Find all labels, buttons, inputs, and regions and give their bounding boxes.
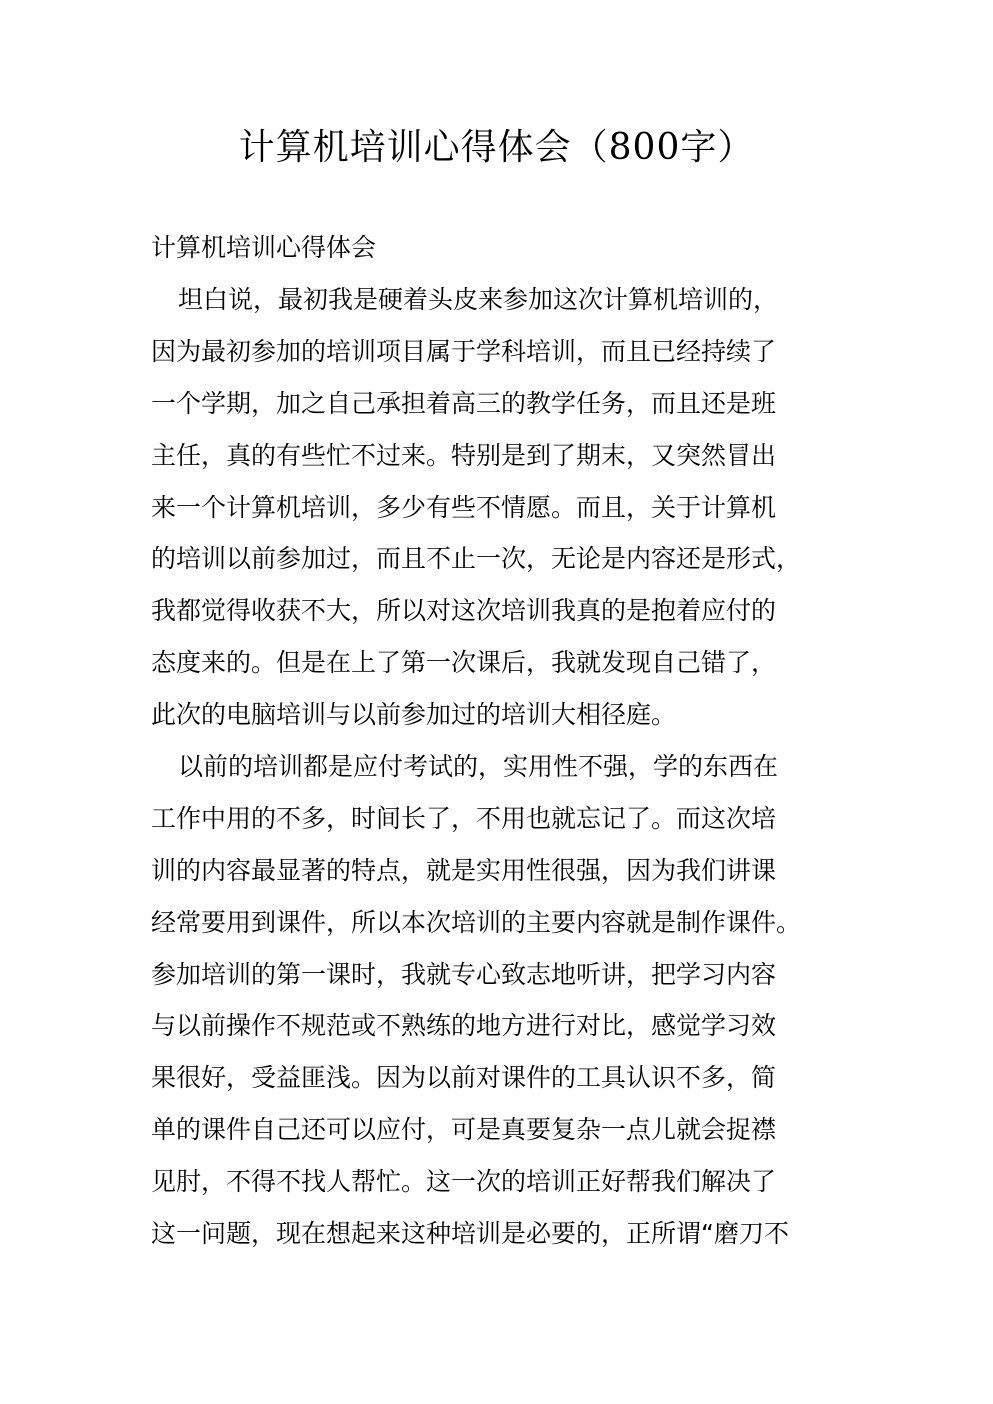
paragraph-2-line-9: 见肘，不得不找人帮忙。这一次的培训正好帮我们解决了 (151, 1167, 777, 1197)
paragraph-1-line-8: 态度来的。但是在上了第一次课后，我就发现自己错了， (151, 648, 777, 678)
paragraph-1-line-7: 我都觉得收获不大，所以对这次培训我真的是抱着应付的 (151, 596, 777, 626)
paragraph-1-line-2: 因为最初参加的培训项目属于学科培训，而且已经持续了 (151, 336, 777, 366)
paragraph-1-line-1: 坦白说，最初我是硬着头皮来参加这次计算机培训的， (178, 285, 779, 314)
paragraph-1-line-3: 一个学期，加之自己承担着高三的教学任务，而且还是班 (151, 388, 777, 418)
paragraph-1-line-9: 此次的电脑培训与以前参加过的培训大相径庭。 (151, 700, 677, 730)
paragraph-1-line-6: 的培训以前参加过，而且不止一次，无论是内容还是形式， (151, 544, 802, 574)
paragraph-2-line-1: 以前的培训都是应付考试的，实用性不强，学的东西在 (178, 752, 779, 782)
paragraph-2-line-6: 与以前操作不规范或不熟练的地方进行对比，感觉学习效 (151, 1011, 777, 1041)
paragraph-2-line-8: 单的课件自己还可以应付，可是真要复杂一点儿就会捉襟 (151, 1115, 777, 1145)
paragraph-1-line-5: 来一个计算机培训，多少有些不情愿。而且，关于计算机 (151, 492, 777, 522)
paragraph-2-line-2: 工作中用的不多，时间长了，不用也就忘记了。而这次培 (151, 803, 777, 833)
paragraph-2-line-4: 经常要用到课件，所以本次培训的主要内容就是制作课件。 (151, 907, 802, 937)
paragraph-2-line-10: 这一问题，现在想起来这种培训是必要的，正所谓“磨刀不 (151, 1219, 789, 1249)
document-subheading: 计算机培训心得体会 (151, 233, 377, 262)
document-body (151, 280, 851, 1266)
paragraph-2-line-7: 果很好，受益匪浅。因为以前对课件的工具认识不多，简 (151, 1063, 777, 1093)
paragraph-1-line-4: 主任，真的有些忙不过来。特别是到了期末，又突然冒出 (151, 440, 777, 470)
document-title: 计算机培训心得体会（800字） (238, 127, 755, 168)
paragraph-2-line-5: 参加培训的第一课时，我就专心致志地听讲，把学习内容 (151, 959, 777, 989)
paragraph-2-line-3: 训的内容最显著的特点，就是实用性很强，因为我们讲课 (151, 855, 777, 885)
